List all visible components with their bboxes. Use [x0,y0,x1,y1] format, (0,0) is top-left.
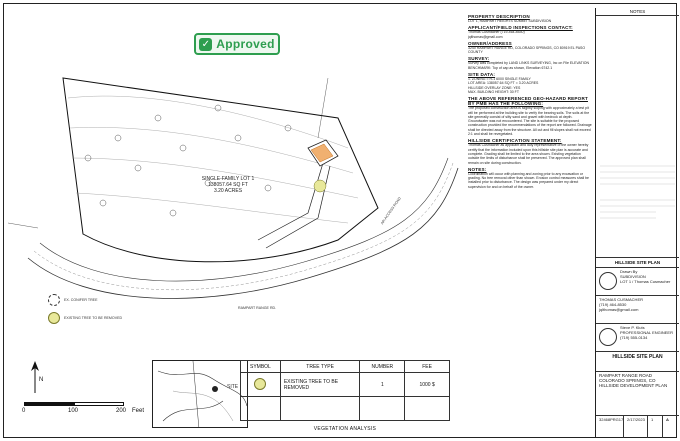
symbol-cell [241,373,281,397]
col-header: FEE [405,361,450,373]
drawing-sheet [3,3,677,438]
table-header-row [241,361,450,373]
tb-sheet-info [596,416,679,438]
access-road-label: AR-ACCESS ROAD [380,196,402,226]
tb-job-no: 32468PRG17 [596,416,624,438]
conifer-tree-icon [48,294,60,306]
contour-line [68,96,348,148]
svg-text:N: N [39,377,44,383]
legend-label: EX. CONIFER TREE [64,298,98,302]
scale-tick: 0 [22,408,26,414]
tb-drawn-by-text: Drawn By SUBDIVISION LOT 1 / Thomas Cusmacher [620,269,671,284]
leader-line [8,223,38,228]
vegetation-caption: VEGETATION ANALYSIS [313,426,377,432]
tb-engineer-text: Steve P. Kluts PROFESSIONAL ENGINEER (719) 555-0134 [620,325,673,340]
tb-stamp-text: HILLSIDE SITE PLAN [614,260,661,265]
notes-column [468,12,592,436]
empty-cell [241,397,281,421]
applicant-title: APPLICANT/FIELD INSPECTIONS CONTACT: [468,25,573,31]
leader-line [318,78,328,138]
site-plan-drawing [8,8,462,338]
driveway-edge [258,163,323,240]
site-data-title: SITE DATA: [468,72,496,78]
vegetation-table [240,360,450,421]
scale-tick: 200 [116,408,127,414]
tb-sheet-title [596,352,679,372]
geo-review-title: THE ABOVE REFERENCED GEO-HAZARD REPORT BY PMB HAS THE FOLLOWING: [468,96,588,107]
tree-cluster [85,105,291,216]
tb-notes-label: NOTES [629,9,646,14]
tb-sheet-code: A [666,417,669,422]
check-icon: ✓ [199,38,212,51]
legend-item [48,312,122,324]
tb-notes-header [596,8,679,16]
tb-owner [596,296,679,324]
applicant-info: Thomas Cusmacher (719-464-8530) jqlthomas@gmail.com [468,30,525,39]
north-arrow-icon [20,359,50,395]
tb-owner-text: THOMAS CUSMACHER (719) 464-8530 jqlthomas@gmail.com [599,297,644,312]
contour-line [76,193,348,223]
general-notes-text: Coordination will occur with planning and zoning prior to any excavation or grading. No tree removal other than shown. Erosion control measures shall be installed prior to disturbance. The design was prepared under my direct supervision for and on behalf of the owner. [468,171,590,189]
property-description-title: PROPERTY DESCRIPTION [468,14,530,19]
approved-badge [194,33,280,55]
table-row [241,373,450,397]
tree-remove-icon [48,312,60,324]
col-header: SYMBOL [241,361,281,373]
lot-boundary [63,78,378,262]
scale-unit: Feet [132,408,145,414]
scale-tick: 100 [68,408,79,414]
geo-review-text: The proposed construction area is slightly sloping with approximately a test pit will be performed at the building site to verify the bearing soils. The soils at the site generally consist of silty sand and gravel with bedrock at depth. Groundwater was not encountered. The site is suitable for the proposed construction provided the recommendations of the report are followed. Drainage shall be directed away from the structure. All cut and fill slopes shall not exceed 2:1 and shall be revegetated. [468,106,592,137]
empty-cell [405,397,450,421]
owner-address: 3240 RAMPART RANGE RD, COLORADO SPRINGS, CO 80919 EL PASO COUNTY [468,45,586,55]
survey-title: SURVEY: [468,56,490,62]
tb-project [596,372,679,416]
survey-text: Survey was completed by LAND LINKS SURVEYING, Inc on File ELEVATION BENCHMARK: Top of cap as shown, Elevation 6742.1 [468,61,589,70]
scale-segment [74,402,124,406]
legend-label: EXISTING TREE TO BE REMOVED [64,316,123,320]
general-notes-title: NOTES: [468,166,487,172]
road-label: RAMPART RANGE RD. [238,306,277,310]
site-label: SITE [227,384,239,390]
vicinity-map [152,360,248,428]
empty-cell [360,397,405,421]
tree-type-cell: EXISTING TREE TO BE REMOVED [280,373,360,397]
engineer-seal-icon [599,328,617,346]
tb-sheet-no: 1 [648,416,663,438]
tb-drawn-by [596,268,679,296]
tb-notes-area [596,16,679,258]
stamp-seal-icon [599,272,617,290]
legend-item [48,294,97,306]
site-data-text: 1. ZONING = R-1 6000 SINGLE FAMILY LOT AREA: 138057.64 SQ FT = 3.20 ACRES HILLSIDE OVERLAY ZONE: YES MAX. BUILDING HEIGHT: 30 FT [468,77,539,94]
tree-remove-icon [254,378,266,390]
tb-stamp-title [596,258,679,268]
tb-project-text: RAMPART RANGE ROAD COLORADO SPRINGS, CO HILLSIDE DEVELOPMENT PLAN [599,373,668,388]
owner-title: OWNER/ADDRESS [468,40,512,46]
number-cell: 1 [360,373,405,397]
hillside-title: HILLSIDE CERTIFICATION STATEMENT: [468,138,562,144]
site-plan-svg [8,8,462,338]
tb-notes-lines [596,16,679,258]
driveway-edge [266,166,330,248]
tb-sheet-title-text: HILLSIDE SITE PLAN [612,354,663,360]
north-arrow [20,359,50,395]
vicinity-map-svg [153,361,248,428]
tb-date: 2/17/2023 [624,416,648,438]
vegetation-analysis-table [240,360,450,432]
title-block [595,8,678,438]
scale-segment [24,402,74,406]
fee-cell: 1000 $ [405,373,450,397]
col-header: NUMBER [360,361,405,373]
empty-cell [280,397,360,421]
tb-engineer [596,324,679,352]
approved-label: Approved [216,37,275,51]
property-description: LOT 1, RAMPART HEIGHTS SUMMIT SUBDIVISION [468,19,552,23]
lot-area-label: SINGLE-FAMILY LOT 1 138057.64 SQ FT 3.20 ACRES [201,176,255,194]
scale-bar [22,402,145,422]
tree-remove-marker [314,180,326,192]
col-header: TREE TYPE [280,361,360,373]
table-row [241,397,450,421]
hillside-text: Thomas Cusmacher as applicant and duly representative of the owner hereby certify that the information included upon this hillside site plan is accurate and complete. Grading shall be limited to the area shown. Existing vegetation outside the limits of disturbance shall be preserved. The approved plan shall remain on site during construction. [468,143,589,165]
